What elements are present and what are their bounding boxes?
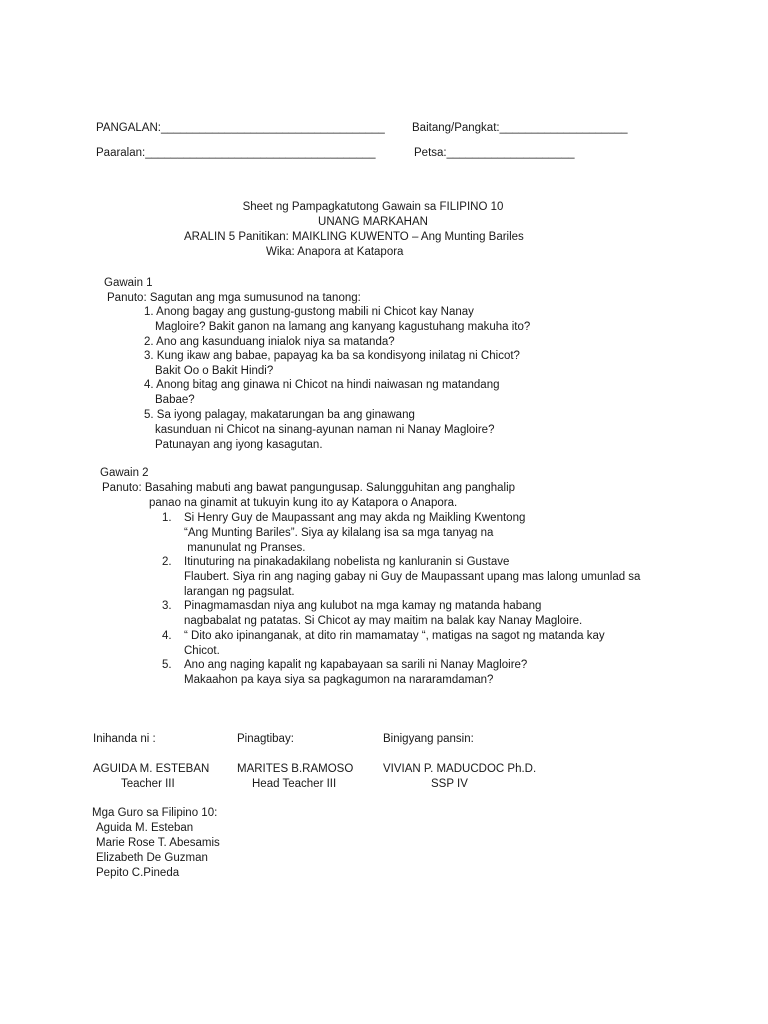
topic-title: Wika: Anapora at Katapora [266, 246, 404, 258]
gawain2-item-line: Si Henry Guy de Maupassant ang may akda ng Maikling Kwentong [184, 512, 526, 524]
approver-title: Head Teacher III [252, 778, 337, 790]
gawain2-instructions-line: Panuto: Basahing mabuti ang bawat pangungusap. Salungguhitan ang panghalip [102, 482, 516, 494]
gawain2-item-1 [162, 511, 525, 556]
noted-by-label: Binigyang pansin: [383, 733, 474, 745]
prepared-by-label: Inihanda ni : [93, 733, 156, 745]
gawain1-question-4-line: Babae? [155, 394, 195, 406]
quarter-title: UNANG MARKAHAN [318, 216, 428, 228]
gawain1-question-5-line: kasunduan ni Chicot na sinang-ayunan naman ni Nanay Magloire? [155, 424, 495, 436]
teacher-name: Aguida M. Esteban [96, 822, 194, 834]
date-field-label: Petsa:____________________ [414, 147, 575, 159]
gawain1-question-5-line: Patunayan ang iyong kasagutan. [155, 439, 323, 451]
approved-by-label: Pinagtibay: [237, 733, 294, 745]
gawain2-item-line: manunulat ng Pranses. [184, 542, 306, 554]
gawain2-item-line: “Ang Munting Bariles”. Siya ay kilalang isa sa mga tanyag na [184, 527, 494, 539]
teacher-name: Pepito C.Pineda [96, 867, 180, 879]
item-number: 1. [162, 512, 172, 524]
teachers-heading: Mga Guro sa Filipino 10: [92, 807, 218, 819]
gawain2-item-5 [162, 658, 527, 688]
gawain1-question-5-line: 5. Sa iyong palagay, makatarungan ba ang ginawang [144, 409, 415, 421]
grade-section-field-label: Baitang/Pangkat:____________________ [412, 122, 628, 134]
item-number: 2. [162, 556, 172, 568]
gawain1-question-3-line: 3. Kung ikaw ang babae, papayag ka ba sa kondisyong inilatag ni Chicot? [144, 350, 520, 362]
gawain2-item-line: Itinuturing na pinakadakilang nobelista ng kanluranin si Gustave [184, 556, 510, 568]
gawain1-question-1-line: 1. Anong bagay ang gustung-gustong mabili ni Chicot kay Nanay [144, 306, 474, 318]
gawain2-item-line: Ano ang naging kapalit ng kapabayaan sa sarili ni Nanay Magloire? [184, 659, 528, 671]
gawain1-heading: Gawain 1 [104, 277, 153, 289]
gawain2-item-line: Chicot. [184, 645, 220, 657]
name-field-label: PANGALAN:___________________________________ [96, 122, 385, 134]
gawain1-instructions: Panuto: Sagutan ang mga sumusunod na tanong: [107, 292, 361, 304]
gawain1-question-4 [144, 378, 499, 408]
gawain2-item-line: Flaubert. Siya rin ang naging gabay ni Guy de Maupassant upang mas lalong umunlad sa [184, 571, 641, 583]
gawain1-question-3 [144, 349, 520, 379]
gawain2-item-4 [162, 629, 605, 659]
gawain1-question-5 [144, 408, 494, 453]
gawain2-item-line: larangan ng pagsulat. [184, 586, 295, 598]
preparer-name: AGUIDA M. ESTEBAN [93, 763, 210, 775]
gawain1-question-1-line: Magloire? Bakit ganon na lamang ang kanyang kagustuhang makuha ito? [155, 321, 531, 333]
gawain2-item-3 [162, 599, 582, 629]
gawain2-heading: Gawain 2 [100, 467, 149, 479]
gawain1-question-3-line: Bakit Oo o Bakit Hindi? [155, 365, 274, 377]
gawain2-item-2 [162, 555, 640, 600]
gawain2-item-line: nagbabalat ng patatas. Si Chicot ay may maitim na balak kay Nanay Magloire. [184, 615, 583, 627]
gawain1-question-4-line: 4. Anong bitag ang ginawa ni Chicot na hindi naiwasan ng matandang [144, 379, 500, 391]
gawain2-item-line: Makaahon pa kaya siya sa pagkagumon na nararamdaman? [184, 674, 494, 686]
sheet-title: Sheet ng Pampagkatutong Gawain sa FILIPINO 10 [242, 201, 504, 213]
gawain1-question-1 [144, 305, 530, 335]
gawain1-question-2 [144, 335, 395, 350]
item-number: 4. [162, 630, 172, 642]
approver-name: MARITES B.RAMOSO [237, 763, 354, 775]
item-number: 5. [162, 659, 172, 671]
lesson-title: ARALIN 5 Panitikan: MAIKLING KUWENTO – Ang Munting Bariles [184, 231, 524, 243]
gawain2-item-line: “ Dito ako ipinanganak, at dito rin mamamatay “, matigas na sagot ng matanda kay [184, 630, 605, 642]
teacher-name: Elizabeth De Guzman [96, 852, 208, 864]
noter-name: VIVIAN P. MADUCDOC Ph.D. [383, 763, 537, 775]
school-field-label: Paaralan:____________________________________ [96, 147, 376, 159]
item-number: 3. [162, 600, 172, 612]
gawain1-question-2-line: 2. Ano ang kasunduang inialok niya sa matanda? [144, 336, 395, 348]
gawain2-item-line: Pinagmamasdan niya ang kulubot na mga kamay ng matanda habang [184, 600, 542, 612]
gawain2-instructions-line: panao na ginamit at tukuyin kung ito ay Katapora o Anapora. [149, 497, 458, 509]
noter-title: SSP IV [431, 778, 468, 790]
teachers-list [96, 821, 220, 881]
teacher-name: Marie Rose T. Abesamis [96, 837, 220, 849]
gawain2-instructions [102, 481, 515, 511]
preparer-title: Teacher III [121, 778, 175, 790]
